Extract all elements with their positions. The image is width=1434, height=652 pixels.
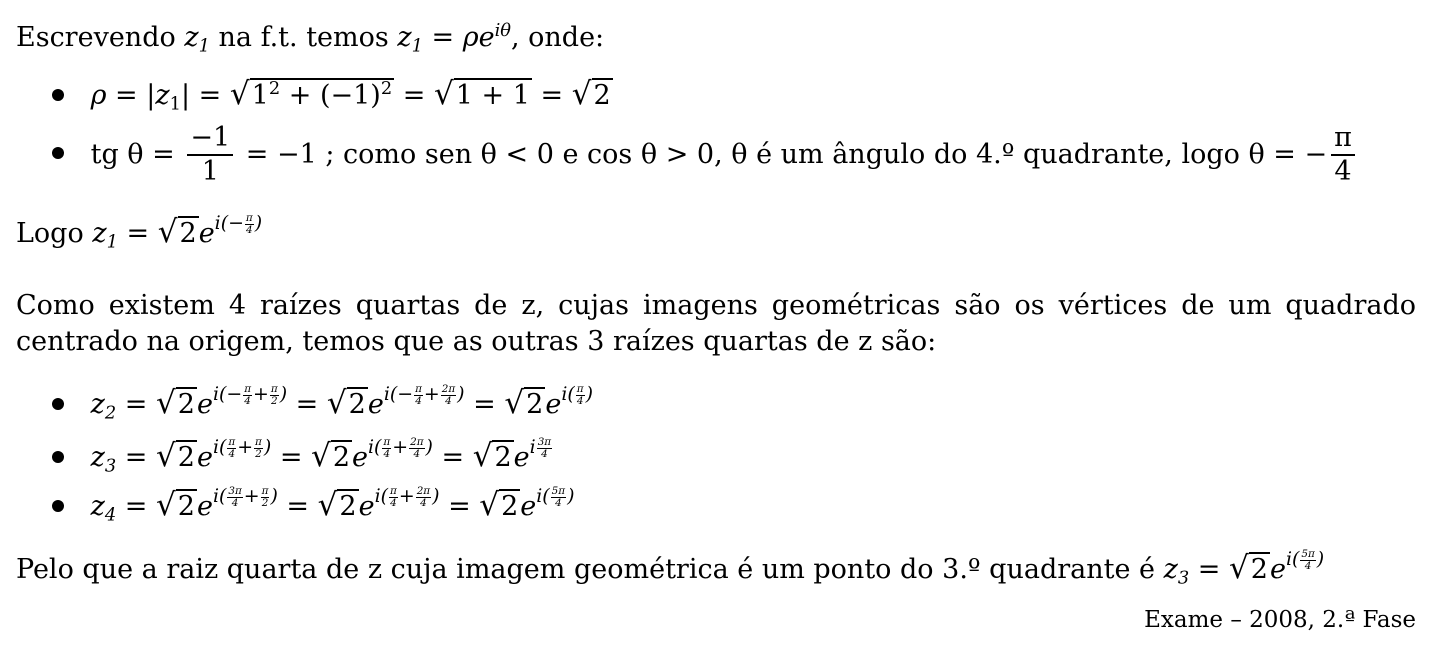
- bullet-dot: [52, 398, 64, 410]
- fraction-den: 4: [1334, 156, 1352, 188]
- paragraph-roots: Como existem 4 raízes quartas de z, cujas imagens geométricas são os vértices de um quadrado centrado na origem, temos que as outras 3 raízes quartas de z são:: [16, 290, 1416, 357]
- math-z2: $z_2 = √2e^{i(- \frac{\pi}{4} + \frac{\pi}{2} )} = √2e^{i(- \frac{\pi}{4} + \frac{2\pi}{4} )} = √2e^{i( \frac{\pi}{4} )}$: [90, 382, 593, 424]
- conclusion-text: Pelo que a raiz quarta de z cuja imagem geométrica é um ponto do 3.º quadrante é: [16, 554, 1156, 586]
- math-rho: $\rho = |z_1| = √1^2 + (-1)^2 = √1 + 1 = √2$: [90, 76, 611, 115]
- bullet-tangent: [52, 122, 1359, 189]
- bullet-dot: [52, 147, 64, 159]
- fraction-num: π: [1331, 122, 1355, 156]
- bullet-root-z2: [52, 383, 593, 424]
- fraction-theta: [1331, 122, 1355, 189]
- conclusion-line: [16, 548, 1324, 589]
- intro-line: [16, 20, 604, 57]
- tg-prefix: tg θ =: [90, 138, 175, 170]
- intro-prefix: Escrevendo: [16, 21, 176, 53]
- logo-label: Logo: [16, 218, 84, 250]
- tg-after: = −1 ; como sen θ < 0 e cos θ > 0, θ é um ângulo do 4.º quadrante, logo θ = −: [245, 138, 1328, 170]
- intro-mid: na f.t. temos: [218, 21, 389, 53]
- bullet-root-z3: [52, 436, 553, 477]
- bullet-rho: [52, 76, 613, 115]
- math-conclusion: $z_3 = √2e^{i( \frac{5\pi}{4} )}$: [1163, 547, 1325, 589]
- fraction-tg: [187, 122, 233, 189]
- bullet-dot: [52, 500, 64, 512]
- logo-line: [16, 212, 262, 253]
- bullet-dot: [52, 451, 64, 463]
- exam-source: Exame – 2008, 2.ª Fase: [1144, 607, 1416, 633]
- bullet-root-z4: [52, 485, 574, 526]
- math-z1-result: $z_1 = √2e^{i(- \frac{\pi}{4} )}$: [92, 211, 263, 253]
- math-z4: $z_4 = √2e^{i( \frac{3\pi}{4} + \frac{\pi}{2} )} = √2e^{i( \frac{\pi}{4} + \frac{2\pi}{4} )} = √2e^{i( \frac{5\pi}{4} )}$: [90, 484, 575, 526]
- math-polar-form: $z_1 = \rho e^{i\theta}$: [397, 20, 511, 57]
- bullet-dot: [52, 89, 64, 101]
- intro-suffix: , onde:: [510, 21, 605, 53]
- fraction-num: −1: [187, 122, 233, 156]
- math-z3: $z_3 = √2e^{i( \frac{\pi}{4} + \frac{\pi}{2} )} = √2e^{i( \frac{\pi}{4} + \frac{2\pi}{4} )} = √2e^{i \frac{3\pi}{4}}$: [90, 435, 552, 477]
- fraction-den: 1: [201, 156, 219, 188]
- math-z1: $z_1$: [184, 21, 210, 57]
